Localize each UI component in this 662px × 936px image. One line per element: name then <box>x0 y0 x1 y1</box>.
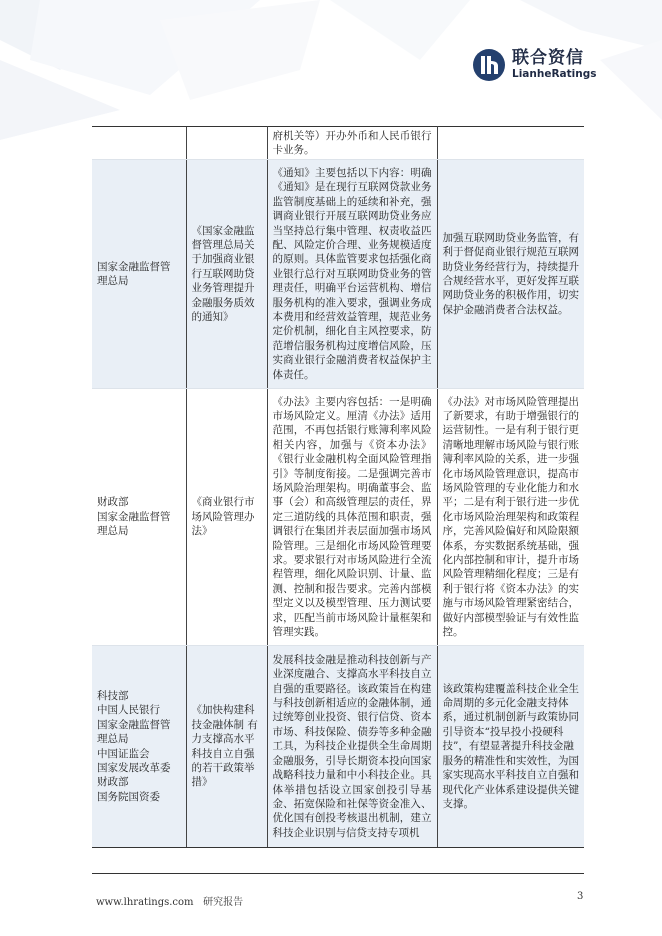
content-cell: 府机关等）开办外币和人民币银行卡业务。 <box>267 127 437 160</box>
issuer-cell: 科技部 中国人民银行 国家金融监督管理总局 中国证监会 国家发展改革委 财政部 国务院国资委 <box>92 646 186 848</box>
document-cell <box>186 127 267 160</box>
impact-cell: 该政策构建覆盖科技企业全生命周期的多元化金融支持体系，通过机制创新与政策协同引导资本“投早投小投硬科技”，有望显著提升科技金融服务的精准性和实效性，为国家实现高水平科技自立自强和现代化产业体系建设提供关键支撑。 <box>437 646 584 848</box>
footer-site-label <box>96 893 243 908</box>
policy-table <box>92 126 584 848</box>
impact-cell: 《办法》对市场风险管理提出了新要求，有助于增强银行的运营韧性。一是有利于银行更清晰地理解市场风险与银行账簿利率风险的关系，进一步强化市场风险管理意识，提高市场风险管理的专业化能力和水平；二是有利于银行进一步优化市场风险治理架构和政策程序，完善风险偏好和风险限额体系，夯实数据系统基础，强化内部控制和审计，提升市场风险管理精细化程度；三是有利于银行将《资本办法》的实施与市场风险管理紧密结合，做好内部模型验证与有效性监控。 <box>437 389 584 646</box>
lianhe-logo-icon <box>472 48 506 82</box>
footer-website-link[interactable]: www.lhratings.com <box>96 897 194 908</box>
content-cell: 《办法》主要内容包括：一是明确市场风险定义。厘清《办法》适用范围，不再包括银行账簿利率风险相关内容，加强与《资本办法》《银行业金融机构全面风险管理指引》等制度衔接。二是强调完善市场风险治理架构。明确董事会、监事（会）和高级管理层的责任，界定三道防线的具体范围和职责，强调银行在集团并表层面加强市场风险管理。三是细化市场风险管理要求。要求银行对市场风险进行全流程管理，细化风险识别、计量、监测、控制和报告要求。完善内部模型定义以及模型管理、压力测试要求，匹配当前市场风险计量框架和管理实践。 <box>267 389 437 646</box>
footer-report-type: 研究报告 <box>203 897 244 908</box>
issuer-cell: 国家金融监督管理总局 <box>92 160 186 389</box>
footer-divider <box>92 873 584 874</box>
issuer-cell: 财政部 国家金融监督管理总局 <box>92 389 186 646</box>
table-row <box>92 127 584 160</box>
issuer-cell <box>92 127 186 160</box>
content-cell: 发展科技金融是推动科技创新与产业深度融合、支撑高水平科技自立自强的重要路径。该政策旨在构建与科技创新相适应的金融体制，通过统筹创业投资、银行信贷、资本市场、科技保险、债券等多种金融工具，为科技企业提供全生命周期金融服务，引导长期资本投向国家战略科技力量和中小科技企业。具体举措包括设立国家创投引导基金、拓宽保险和社保等资金准入、优化国有创投考核退出机制，建立科技企业识别与信贷支持专项机 <box>267 646 437 848</box>
page-number: 3 <box>577 891 584 902</box>
logo-chinese-name: 联合资信 <box>512 48 584 68</box>
document-cell: 《加快构建科技金融体制 有力支撑高水平科技自立自强的若干政策举措》 <box>186 646 267 848</box>
document-cell: 《商业银行市场风险管理办法》 <box>186 389 267 646</box>
table-row <box>92 646 584 848</box>
table-row <box>92 389 584 646</box>
company-logo <box>472 48 596 82</box>
logo-english-name: LianheRatings <box>512 68 597 80</box>
impact-cell: 加强互联网助贷业务监管，有利于督促商业银行规范互联网助贷业务经营行为，持续提升合规经营水平，更好发挥互联网助贷业务的积极作用，切实保护金融消费者合法权益。 <box>437 160 584 389</box>
impact-cell <box>437 127 584 160</box>
document-cell: 《国家金融监督管理总局关于加强商业银行互联网助贷业务管理提升金融服务质效的通知》 <box>186 160 267 389</box>
table-row <box>92 160 584 389</box>
content-cell: 《通知》主要包括以下内容：明确《通知》是在现行互联网贷款业务监管制度基础上的延续和补充，强调商业银行开展互联网助贷业务应当坚持总行集中管理、权责收益匹配、风险定价合理、业务规模适度的原则。具体监管要求包括强化商业银行总行对互联网助贷业务的管理责任，明确平台运营机构、增信服务机构的准入要求，强调业务成本费用和经营效益管理，规范业务定价机制，细化自主风控要求，防范增信服务机构过度增信风险，压实商业银行金融消费者权益保护主体责任。 <box>267 160 437 389</box>
